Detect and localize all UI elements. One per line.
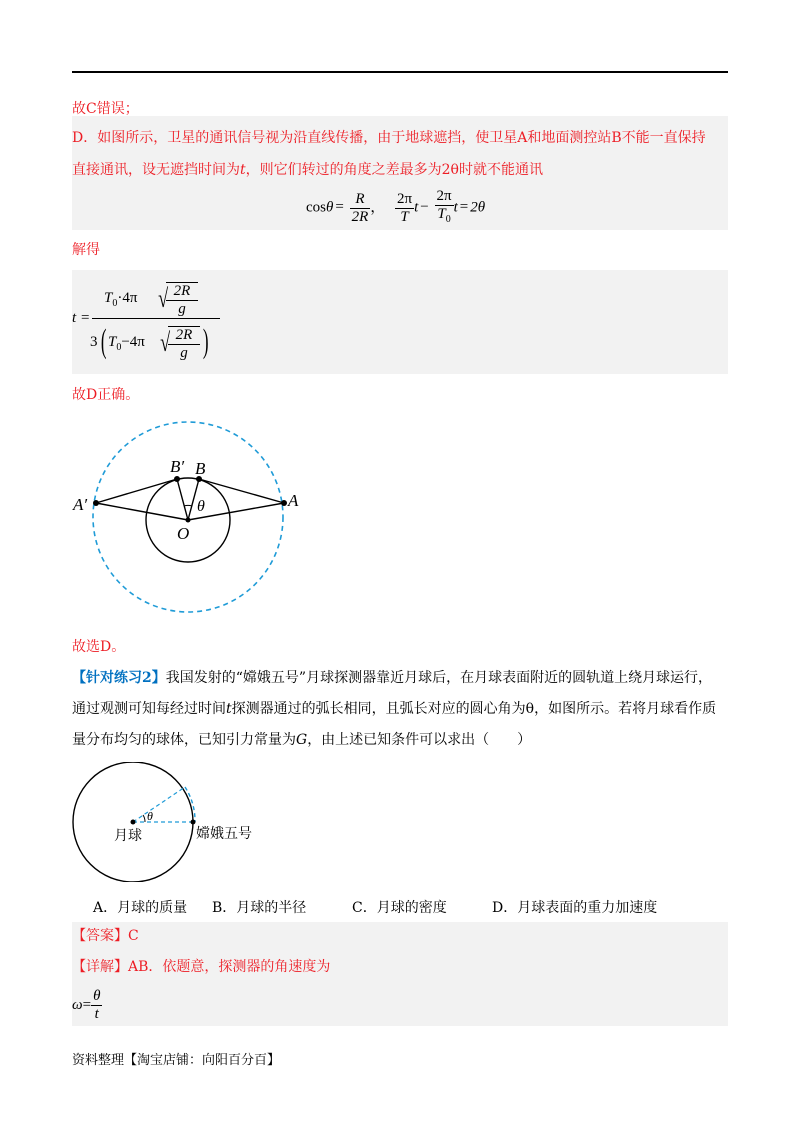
header-rule (72, 71, 728, 73)
practice-tag: 【针对练习2】 (72, 670, 166, 686)
moon-center (131, 820, 136, 825)
angle-arc (184, 505, 192, 506)
option-c[interactable]: C．月球的密度 (352, 900, 447, 916)
point-aprime (93, 500, 99, 506)
label-b: B (195, 459, 206, 478)
point-a (281, 500, 287, 506)
option-d[interactable]: D．月球表面的重力加速度 (492, 900, 658, 916)
practice-line-2: 通过观测可知每经过时间t探测器通过的弧长相同，且弧长对应的圆心角为θ，如图所示。若将月球看作质 (72, 701, 717, 717)
line-c-wrong: 故C错误； (72, 101, 139, 117)
label-probe: 嫦娥五号 (196, 826, 252, 842)
label-bprime: B′ (170, 457, 185, 476)
label-a: A (288, 491, 299, 510)
orbit-circle (93, 422, 283, 612)
text-fragment: ，则它们转过的角度之差最多为2θ时就不能通讯 (245, 162, 543, 178)
label-o: O (177, 524, 190, 543)
footer-source: 资料整理【淘宝店铺：向阳百分百】 (72, 1053, 281, 1068)
practice-line-1: 【针对练习2】我国发射的“嫦娥五号”月球探测器靠近月球后，在月球表面附近的圆轨道上绕月球运行， (72, 670, 713, 686)
line-a-b (199, 479, 284, 503)
figure-moon-orbit (70, 762, 270, 882)
line-d-correct: 故D正确。 (72, 387, 140, 403)
answer-label: 【答案】C (72, 928, 139, 944)
line-aprime-o (96, 503, 188, 520)
text-fragment: 直接通讯，设无遮挡时间为 (72, 162, 240, 178)
label-theta-2: θ (147, 809, 153, 823)
line-choose-d: 故选D。 (72, 639, 126, 655)
probe-point (191, 820, 196, 825)
equation-t-solution: t = $T_0\cdot 4\pi$ √ 2R g 3 ( $T_0-4\pi$ √ 2R g ) (72, 280, 272, 370)
label-aprime: A′ (73, 495, 88, 514)
practice-line-3: 量分布均匀的球体，已知引力常量为G，由上述已知条件可以求出（ ） (72, 732, 532, 748)
line-d-statement: D．如图所示，卫星的通讯信号视为沿直线传播，由于地球遮挡，使卫星A和地面测控站B不能一直保持 (72, 130, 706, 146)
line-o-bprime (177, 479, 188, 520)
line-d-statement-2 (72, 160, 543, 180)
point-bprime (174, 476, 180, 482)
option-b[interactable]: B．月球的半径 (212, 900, 307, 916)
equation-cos-theta: cosθ = $\frac{R}{2R}$ ， $\frac{2\pi}{T}$ t − $\frac{2\pi}{T_0}$ t = 2θ (306, 188, 486, 225)
option-a[interactable]: A．月球的质量 (93, 900, 188, 916)
var-t: t (240, 162, 246, 178)
equation-omega: ω= $\frac{\theta}{t}$ (72, 988, 101, 1022)
line-aprime-bprime (96, 479, 177, 503)
theta-arc (143, 815, 145, 822)
answer-detail: 【详解】AB．依题意，探测器的角速度为 (72, 959, 331, 975)
figure-satellite-geometry (70, 420, 310, 620)
label-moon: 月球 (114, 828, 142, 844)
radius-line-angled (133, 787, 185, 822)
point-o (186, 518, 191, 523)
label-theta: θ (197, 498, 205, 515)
line-jiede: 解得 (72, 242, 100, 258)
